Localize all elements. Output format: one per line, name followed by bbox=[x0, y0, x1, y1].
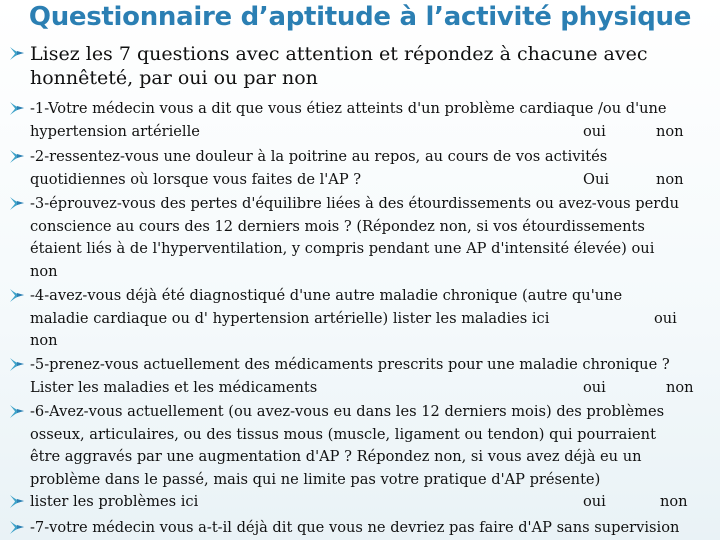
answer-yes: oui bbox=[654, 309, 677, 327]
question-line: -4-avez-vous déjà été diagnostiqué d'une autre maladie chronique (autre qu'une bbox=[30, 287, 623, 304]
arrow-bullet-icon bbox=[8, 491, 26, 511]
question-line: hypertension artérielle bbox=[30, 122, 200, 140]
question-line: osseux, articulaires, ou des tissus mous (muscle, ligament ou tendon) qui pourraient bbox=[30, 425, 656, 443]
answer-yes: Oui bbox=[583, 170, 610, 188]
arrow-bullet-icon bbox=[8, 401, 26, 421]
intro-line: honnêteté, par oui ou par non bbox=[30, 67, 318, 89]
question-line: non bbox=[30, 332, 58, 349]
question-3 bbox=[30, 193, 710, 283]
arrow-bullet-icon bbox=[8, 285, 26, 305]
intro-item bbox=[30, 42, 710, 90]
question-line: -2-ressentez-vous une douleur à la poitrine au repos, au cours de vos activités bbox=[30, 148, 608, 165]
question-4 bbox=[30, 285, 710, 353]
question-line: lister les problèmes ici bbox=[30, 493, 199, 510]
arrow-bullet-icon bbox=[8, 517, 26, 537]
question-line: quotidiennes où lorsque vous faites de l'AP ? bbox=[30, 170, 362, 188]
question-line: -1-Votre médecin vous a dit que vous étiez atteints d'un problème cardiaque /ou d'une bbox=[30, 100, 667, 117]
arrow-bullet-icon bbox=[8, 146, 26, 166]
answer-no: non bbox=[660, 493, 688, 510]
answer-yes: oui bbox=[583, 378, 606, 396]
question-line: non bbox=[30, 262, 58, 280]
question-line: -7-votre médecin vous a-t-il déjà dit que vous ne devriez pas faire d'AP sans supervision bbox=[30, 519, 680, 536]
question-6-list bbox=[30, 491, 710, 514]
question-line: maladie cardiaque ou d' hypertension artérielle) lister les maladies ici bbox=[30, 309, 550, 327]
question-1 bbox=[30, 98, 710, 143]
answer-yes: oui bbox=[583, 493, 606, 510]
answer-no: non bbox=[666, 378, 694, 396]
intro-line: Lisez les 7 questions avec attention et répondez à chacune avec bbox=[30, 43, 648, 65]
answer-yes: oui bbox=[583, 122, 606, 140]
question-2 bbox=[30, 146, 710, 191]
question-line: -3-éprouvez-vous des pertes d'équilibre liées à des étourdissements ou avez-vous perdu bbox=[30, 195, 679, 212]
arrow-bullet-icon bbox=[8, 98, 26, 118]
arrow-bullet-icon bbox=[8, 193, 26, 213]
question-line: -5-prenez-vous actuellement des médicaments prescrits pour une maladie chronique ? bbox=[30, 356, 670, 373]
question-7 bbox=[30, 517, 710, 540]
question-line: problème dans le passé, mais qui ne limite pas votre pratique d'AP présente) bbox=[30, 470, 601, 488]
question-line: étaient liés à de l'hyperventilation, y compris pendant une AP d'intensité élevée) oui bbox=[30, 240, 655, 257]
answer-no: non bbox=[656, 122, 684, 140]
question-line: Lister les maladies et les médicaments bbox=[30, 378, 318, 396]
arrow-bullet-icon bbox=[8, 43, 26, 63]
question-5 bbox=[30, 354, 710, 399]
question-line: être aggravés par une augmentation d'AP ? Répondez non, si vous avez déjà eu un bbox=[30, 448, 642, 465]
question-line: -6-Avez-vous actuellement (ou avez-vous eu dans les 12 derniers mois) des problèmes bbox=[30, 403, 665, 420]
question-6 bbox=[30, 401, 710, 491]
page-title: Questionnaire d’aptitude à l’activité physique bbox=[28, 2, 692, 32]
arrow-bullet-icon bbox=[8, 354, 26, 374]
answer-no: non bbox=[656, 170, 684, 188]
question-line: conscience au cours des 12 derniers mois ? (Répondez non, si vos étourdissements bbox=[30, 217, 645, 235]
